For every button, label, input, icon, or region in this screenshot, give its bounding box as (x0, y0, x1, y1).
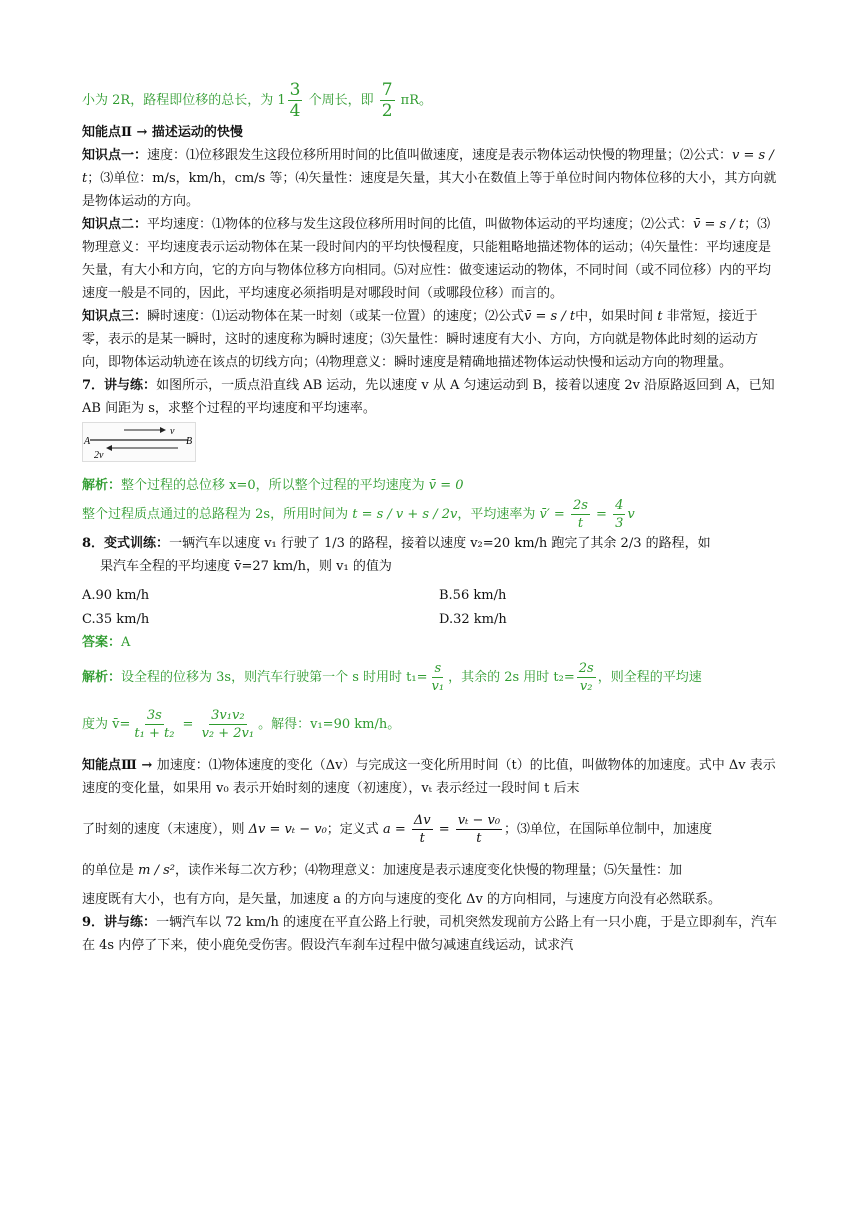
option-c: C.35 km/h (82, 612, 150, 627)
denominator: v₁ (431, 679, 445, 694)
q8-answer (82, 631, 782, 654)
formula: v̄ = s / t (524, 309, 576, 324)
section-3-line3 (82, 859, 782, 882)
denominator: 3 (615, 516, 624, 531)
fraction-dv-over-t (412, 812, 433, 847)
question-number: 9． (82, 915, 105, 930)
text: 的单位是 (82, 863, 139, 878)
text: 瞬时速度：⑴运动物体在某一时刻（或某一位置）的速度；⑵公式 (147, 309, 525, 324)
variable-v: v (627, 507, 635, 522)
text: 度为 v̄= (82, 717, 131, 732)
formula: v̄ = 0 (428, 478, 464, 493)
question-9 (82, 911, 782, 957)
question-7 (82, 374, 782, 420)
text: = (591, 507, 612, 522)
denominator: t (476, 831, 482, 846)
knowledge-point-2 (82, 213, 782, 305)
formula: v̄ = s / t (693, 217, 745, 232)
label: 讲与练： (104, 378, 157, 393)
text: 整个过程的总位移 x=0，所以整个过程的平均速度为 (121, 478, 429, 493)
document-page (82, 80, 782, 957)
numerator: 7 (381, 80, 393, 100)
label-2v: 2v (94, 450, 104, 461)
q7-solution-line2 (82, 497, 782, 532)
label: 知识点一： (82, 148, 148, 163)
option-a: A.90 km/h (82, 588, 150, 603)
text: ；定义式 (326, 822, 383, 837)
numerator: 3s (146, 708, 162, 723)
numerator: Δv (413, 813, 431, 828)
section-3-line2 (82, 812, 782, 847)
numerator: 4 (615, 498, 624, 513)
formula: v = s / t (82, 148, 774, 186)
text: 平均速度：⑴物体的位移与发生这段位移所用时间的比值，叫做物体运动的平均速度；⑵公式： (147, 217, 694, 232)
motion-diagram (82, 422, 196, 462)
text: 非常短，接近于零，表示的是某一瞬时，这时的速度称为瞬时速度；⑶矢量性：瞬时速度有大小、方向，方向就是物体此时刻的运动方向，即物体运动轨迹在该点的切线方向；⑷物理意义：瞬时速度是精确地描述物体运动快慢和运动方向的物理量。 (82, 309, 759, 370)
label: 知识点三： (82, 309, 148, 324)
label: 知识点二： (82, 217, 148, 232)
denominator: t (577, 516, 584, 531)
label-b: B (186, 436, 193, 447)
answer-value: A (121, 635, 131, 650)
text: ，其余的 2s 用时 t₂= (448, 670, 575, 685)
line-path-length (82, 80, 782, 121)
numerator: vₜ − v₀ (457, 813, 501, 828)
q8-solution-line2 (82, 707, 782, 742)
q7-solution-line1 (82, 474, 782, 497)
text: ，平均速率为 (457, 507, 540, 522)
section-3-title: 知能点Ⅲ → (82, 758, 157, 773)
section-2-title: 知能点Ⅱ → 描述运动的快慢 (82, 125, 243, 140)
section-3 (82, 754, 782, 800)
text: πR。 (396, 93, 432, 108)
section-3-line4: 速度既有大小，也有方向，是矢量，加速度 a 的方向与速度的变化 Δv 的方向相同，与速度方向没有必然联系。 (82, 892, 722, 907)
denominator: 2 (381, 101, 393, 121)
option-d: D.32 km/h (439, 612, 507, 627)
text: 。解得：v₁=90 km/h。 (258, 717, 401, 732)
fraction-3s (132, 707, 176, 742)
label-a: A (84, 436, 91, 447)
fraction-3v1v2 (200, 707, 257, 742)
text: 整个过程质点通过的总路程为 2s，所用时间为 (82, 507, 353, 522)
denominator: v₂ (579, 679, 593, 694)
question-number: 7． (82, 378, 105, 393)
numerator: s (434, 661, 442, 676)
text: ，读作米每二次方秒；⑷物理意义：加速度是表示速度变化快慢的物理量；⑸矢量性：加 (175, 863, 683, 878)
label: 解析： (82, 478, 122, 493)
formula: a = (382, 822, 410, 837)
question-8-cont: 果汽车全程的平均速度 v̄=27 km/h，则 v₁ 的值为 (100, 559, 392, 574)
numerator: 2s (578, 661, 594, 676)
knowledge-point-3 (82, 305, 782, 374)
numerator: 3 (289, 80, 301, 100)
fraction-s-over-v1 (430, 660, 447, 695)
label: 解析： (82, 670, 122, 685)
denominator: 4 (289, 101, 301, 121)
text: = (434, 822, 454, 837)
denominator: v₂ + 2v₁ (201, 726, 255, 741)
fraction-2s-over-t (571, 497, 590, 532)
label: 答案： (82, 635, 122, 650)
text: 小为 2R，路程即位移的总长，为 1 (82, 93, 286, 108)
text: ；⑶单位，在国际单位制中，加速度 (504, 822, 713, 837)
question-number: 8． (82, 536, 105, 551)
fraction-three-quarters (288, 80, 303, 121)
label-v: v (170, 426, 175, 437)
label: 变式训练： (104, 536, 170, 551)
text: 速度：⑴位移跟发生这段位移所用时间的比值叫做速度，速度是表示物体运动快慢的物理量；⑵公式： (147, 148, 733, 163)
question-8 (82, 532, 782, 555)
text: 个周长，即 (304, 93, 378, 108)
formula: v̄′ = (539, 507, 569, 522)
fraction-four-thirds (613, 497, 625, 532)
text: ；⑶单位：m/s，km/h，cm/s 等；⑷矢量性：速度是矢量，其大小在数值上等于单位时间内物体位移的大小，其方向就是物体运动的方向。 (82, 171, 777, 209)
unit-formula: m / s² (138, 863, 175, 878)
variable-t: t (657, 309, 663, 324)
fraction-seven-halves (380, 80, 395, 121)
numerator: 2s (572, 498, 588, 513)
knowledge-point-1 (82, 144, 782, 213)
question-text: 一辆汽车以 72 km/h 的速度在平直公路上行驶，司机突然发现前方公路上有一只小鹿，于是立即刹车，汽车在 4s 内停了下来，使小鹿免受伤害。假设汽车刹车过程中做匀减速直线运动，试求汽 (82, 915, 777, 953)
text: 中，如果时间 (575, 309, 658, 324)
label: 讲与练： (104, 915, 157, 930)
text: 设全程的位移为 3s，则汽车行驶第一个 s 时用时 t₁= (121, 670, 428, 685)
question-text: 一辆汽车以速度 v₁ 行驶了 1/3 的路程，接着以速度 v₂=20 km/h 跑完了其余 2/3 的路程，如 (169, 536, 711, 551)
text: = (178, 717, 198, 732)
formula: t = s / v + s / 2v (352, 507, 458, 522)
question-text: 如图所示，一质点沿直线 AB 运动，先以速度 v 从 A 匀速运动到 B，接着以速度 2v 沿原路返回到 A，已知 AB 间距为 s，求整个过程的平均速度和平均速率。 (82, 378, 775, 416)
text: ；⑶物理意义：平均速度表示运动物体在某一段时间内的平均快慢程度，只能粗略地描述物体的运动；⑷矢量性：平均速度是矢量，有大小和方向，它的方向与物体位移方向相同。⑸对应性：做变速运动的物体，不同时间（或不同位移）内的平均速度一般是不同的，因此，平均速度必须指明是对哪段时间（或哪段位移）而言的。 (82, 217, 772, 301)
numerator: 3v₁v₂ (211, 708, 245, 723)
fraction-2s-over-v2 (577, 660, 596, 695)
formula: Δv = vₜ − v₀ (248, 822, 327, 837)
option-b: B.56 km/h (439, 588, 507, 603)
denominator: t (419, 831, 425, 846)
q8-solution-line1 (82, 660, 782, 695)
text: ，则全程的平均速 (597, 670, 702, 685)
fraction-vt-v0-over-t (456, 812, 502, 847)
text: 了时刻的速度（末速度），则 (82, 822, 249, 837)
answer-options (82, 584, 782, 631)
text: 加速度：⑴物体速度的变化（Δv）与完成这一变化所用时间（t）的比值，叫做物体的加速度。式中 Δv 表示速度的变化量，如果用 v₀ 表示开始时刻的速度（初速度），vₜ 表示经过一段时间 t 后末 (82, 758, 776, 796)
denominator: t₁ + t₂ (134, 726, 175, 741)
